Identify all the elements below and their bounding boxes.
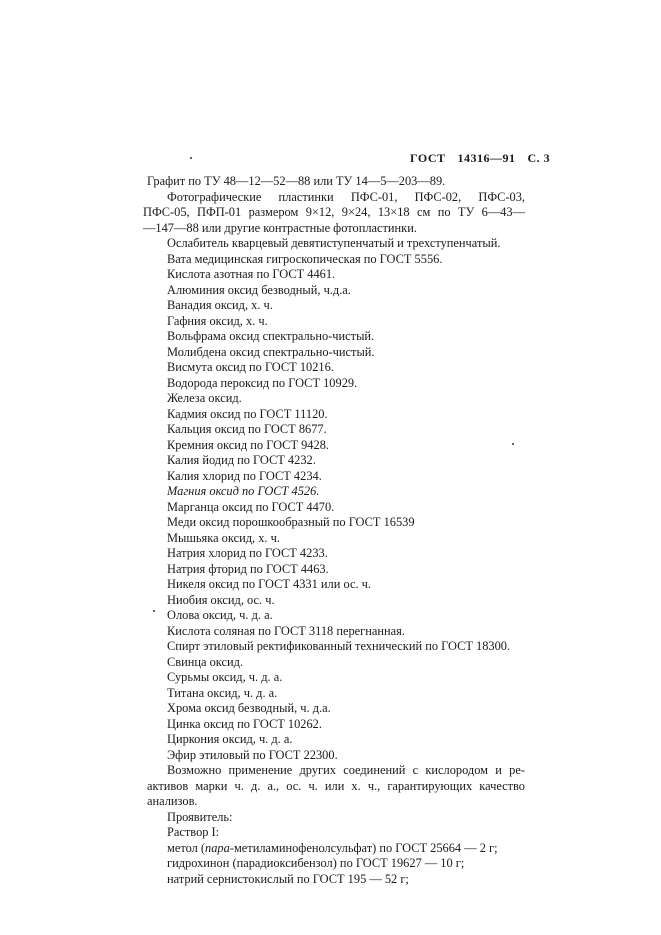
- text-line: Никеля оксид по ГОСТ 4331 или ос. ч.: [167, 577, 371, 591]
- text-line: Гафния оксид, х. ч.: [167, 313, 268, 328]
- text-line: Мышьяка оксид, х. ч.: [167, 530, 280, 545]
- text-line: Марганца оксид по ГОСТ 4470.: [167, 499, 335, 514]
- text-line: Графит по ТУ 48—12—52—88 или ТУ 14—5—203—89.: [147, 174, 446, 188]
- text-line: Молибдена оксид спектрально-чистый.: [167, 344, 375, 359]
- text-line: Меди оксид порошкообразный по ГОСТ 16539: [167, 515, 415, 529]
- text-line: Хрома оксид безводный, ч. д.а.: [167, 701, 331, 715]
- text-line: Ослабитель кварцевый девятиступенчатый и трехступенчатый.: [167, 236, 501, 250]
- speck-mark: [190, 157, 192, 159]
- text-line: Натрия хлорид по ГОСТ 4233.: [167, 546, 328, 560]
- metol-text-start: метол (: [167, 840, 206, 855]
- text-line: Кремния оксид по ГОСТ 9428.: [167, 437, 329, 452]
- metol-italic-prefix: пара: [205, 840, 230, 855]
- text-line: Кислота соляная по ГОСТ 3118 перегнанная.: [167, 623, 405, 638]
- text-line: Цинка оксид по ГОСТ 10262.: [167, 716, 322, 731]
- text-line: Ниобия оксид, ос. ч.: [167, 592, 275, 607]
- text-line: Калия йодид по ГОСТ 4232.: [167, 453, 316, 467]
- text-line: Водорода пероксид по ГОСТ 10929.: [167, 375, 358, 390]
- text-line: активов марки ч. д. а., ос. ч. или х. ч., гарантирующих качество: [147, 778, 525, 793]
- text-line: Спирт этиловый ректификованный технический по ГОСТ 18300.: [167, 639, 511, 653]
- text-line: Алюминия оксид безводный, ч.д.а.: [167, 282, 351, 297]
- text-line: Кислота азотная по ГОСТ 4461.: [167, 267, 336, 281]
- text-line: натрий сернистокислый по ГОСТ 195 — 52 г;: [167, 871, 409, 886]
- text-line: Кадмия оксид по ГОСТ 11120.: [167, 406, 328, 421]
- document-body: [143, 174, 525, 887]
- text-line: гидрохинон (парадиоксибензол) по ГОСТ 19627 — 10 г;: [167, 856, 465, 870]
- header-gost: ГОСТ: [410, 151, 446, 165]
- metol-text-end: -метиламинофенолсульфат) по ГОСТ 25664 — 2 г;: [229, 840, 498, 855]
- text-line: Калия хлорид по ГОСТ 4234.: [167, 468, 322, 483]
- text-line: Циркония оксид, ч. д. а.: [167, 732, 293, 746]
- header-standard-number: 14316—91: [457, 151, 516, 165]
- text-line: Висмута оксид по ГОСТ 10216.: [167, 360, 334, 374]
- text-line: Титана оксид, ч. д. а.: [167, 685, 278, 700]
- text-line: Натрия фторид по ГОСТ 4463.: [167, 561, 329, 576]
- text-line: Вата медицинская гигроскопическая по ГОСТ 5556.: [167, 251, 443, 266]
- text-line: Магния оксид по ГОСТ 4526.: [167, 484, 320, 498]
- text-line: Проявитель:: [167, 809, 233, 824]
- text-line: ПФС-05, ПФП-01 размером 9×12, 9×24, 13×18 см по ТУ 6—43—: [143, 205, 525, 219]
- text-line: Железа оксид.: [167, 391, 242, 405]
- header-page-number: С. 3: [527, 151, 551, 165]
- text-line: Фотографические пластинки ПФС-01, ПФС-02, ПФС-03,: [167, 189, 525, 204]
- text-line: [147, 841, 525, 857]
- text-line: Раствор I:: [167, 825, 220, 839]
- text-line: Олова оксид, ч. д. а.: [167, 608, 273, 622]
- text-line: Возможно применение других соединений с кислородом и ре-: [167, 763, 525, 777]
- text-line: Кальция оксид по ГОСТ 8677.: [167, 422, 327, 436]
- text-line: Вольфрама оксид спектрально-чистый.: [167, 329, 375, 343]
- text-line: Сурьмы оксид, ч. д. а.: [167, 670, 283, 684]
- text-line: Эфир этиловый по ГОСТ 22300.: [167, 747, 338, 762]
- text-line: Ванадия оксид, х. ч.: [167, 298, 273, 312]
- text-line: Свинца оксид.: [167, 654, 244, 669]
- text-line: анализов.: [147, 794, 198, 808]
- text-line: —147—88 или другие контрастные фотопластинки.: [143, 220, 417, 235]
- page-header: [410, 151, 550, 166]
